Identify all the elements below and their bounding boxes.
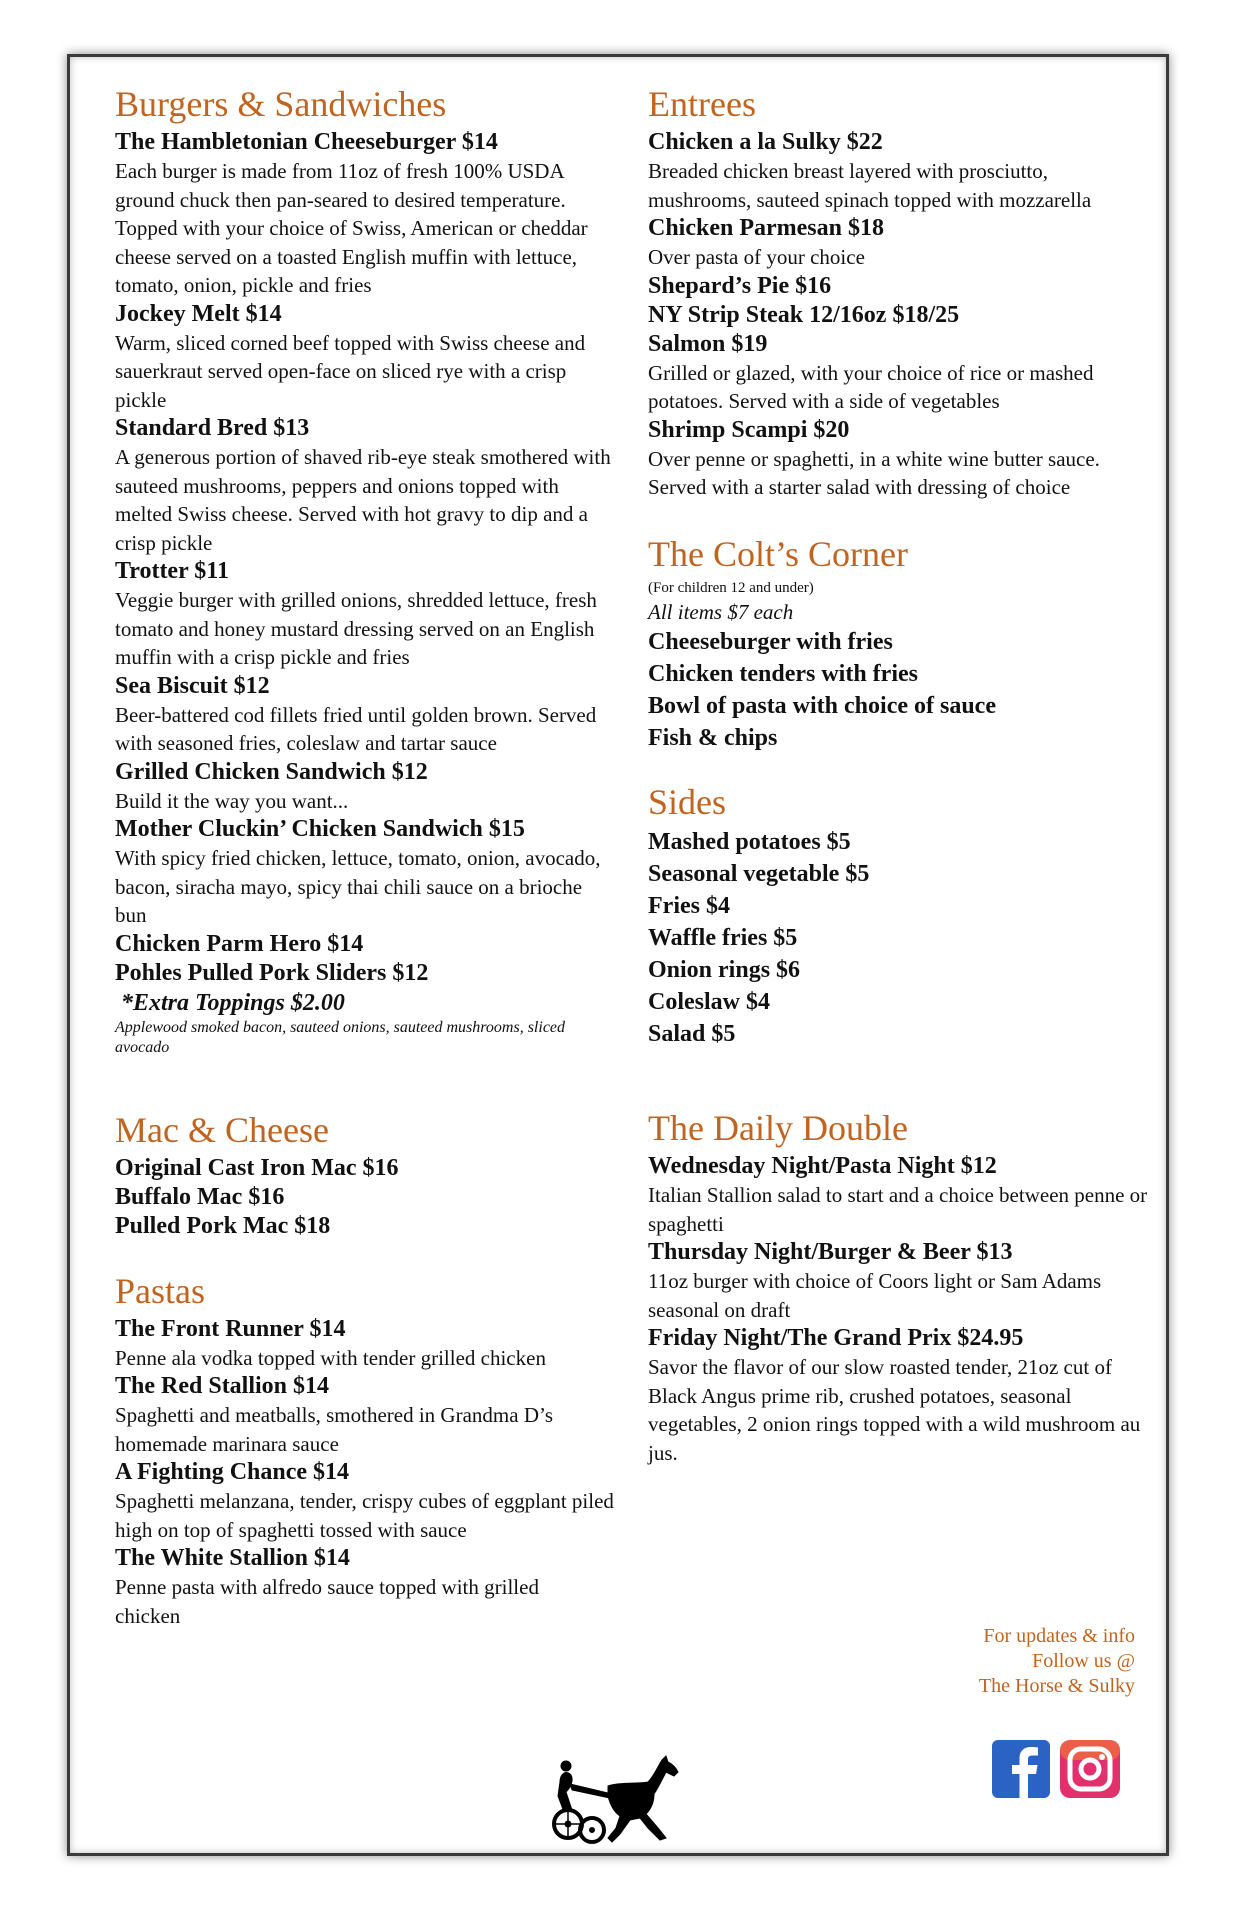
item-name: Fries $4 xyxy=(648,893,730,919)
extra-toppings-label: *Extra Toppings $2.00 xyxy=(121,989,345,1016)
item-description: A generous portion of shaved rib-eye steak smothered with sauteed mushrooms, peppers and onions topped with melted Swiss cheese. Served with hot gravy to dip and a crisp pickle xyxy=(115,445,611,555)
item-description: Over penne or spaghetti, in a white wine butter sauce. Served with a starter salad with dressing of choice xyxy=(648,446,1100,499)
left-column xyxy=(115,82,615,1630)
item-name: Shepard’s Pie $16 xyxy=(648,272,832,299)
menu-item xyxy=(648,1152,1148,1238)
colts-price-note: All items $7 each xyxy=(648,599,794,624)
menu-item xyxy=(115,1544,615,1630)
pastas-section xyxy=(115,1269,615,1631)
menu-item xyxy=(115,672,615,758)
menu-item xyxy=(648,1238,1148,1324)
item-description: Beer-battered cod fillets fried until golden brown. Served with seasoned fries, coleslaw and tartar sauce xyxy=(115,702,597,755)
horse-sulky-icon xyxy=(550,1752,682,1846)
social-icons xyxy=(990,1738,1126,1800)
menu-item xyxy=(115,1372,615,1458)
item-name: The Red Stallion $14 xyxy=(115,1373,330,1399)
mac-title: Mac & Cheese xyxy=(115,1109,329,1150)
item-name: NY Strip Steak 12/16oz $18/25 xyxy=(648,301,960,328)
burgers-title: Burgers & Sandwiches xyxy=(115,84,447,124)
item-name: Seasonal vegetable $5 xyxy=(648,861,870,887)
item-name: Thursday Night/Burger & Beer $13 xyxy=(648,1239,1013,1265)
item-description: Grilled or glazed, with your choice of rice or mashed potatoes. Served with a side of vegetables xyxy=(648,360,1094,413)
pastas-title: Pastas xyxy=(115,1270,205,1311)
menu-item xyxy=(648,416,1148,502)
item-description: Penne pasta with alfredo sauce topped with grilled chicken xyxy=(115,1575,539,1628)
item-name: Mashed potatoes $5 xyxy=(648,829,851,855)
item-name: Pohles Pulled Pork Sliders $12 xyxy=(115,959,429,986)
daily-double-section xyxy=(648,1106,1148,1467)
instagram-icon[interactable] xyxy=(1060,1740,1120,1798)
item-name: Shrimp Scampi $20 xyxy=(648,416,850,443)
item-name: Salad $5 xyxy=(648,1021,736,1047)
item-name: Original Cast Iron Mac $16 xyxy=(115,1154,399,1181)
item-description: Warm, sliced corned beef topped with Swiss cheese and sauerkraut served open-face on sliced rye with a crisp pickle xyxy=(115,330,586,412)
item-name: Pulled Pork Mac $18 xyxy=(115,1212,331,1239)
menu-item xyxy=(115,930,615,959)
menu-item xyxy=(115,758,615,816)
item-name: The Hambletonian Cheeseburger $14 xyxy=(115,129,498,155)
menu-item xyxy=(115,959,615,988)
item-name: Bowl of pasta with choice of sauce xyxy=(648,693,996,719)
facebook-icon[interactable] xyxy=(992,1740,1050,1798)
item-description: Veggie burger with grilled onions, shredded lettuce, fresh tomato and honey mustard dressing served on an English muffin with a crisp pickle and fries xyxy=(115,588,597,669)
menu-item xyxy=(115,1315,615,1373)
item-name: Friday Night/The Grand Prix $24.95 xyxy=(648,1325,1024,1351)
item-description: Breaded chicken breast layered with prosciutto, mushrooms, sauteed spinach topped with mozzarella xyxy=(648,159,1092,212)
menu-item xyxy=(115,557,615,672)
menu-item xyxy=(648,214,1148,272)
menu-item xyxy=(648,1324,1148,1467)
colts-note: (For children 12 and under) xyxy=(648,579,814,596)
entrees-section xyxy=(648,82,1148,502)
item-description: Each burger is made from 11oz of fresh 100% USDA ground chuck then pan-seared to desired temperature. Topped with your choice of Swiss, American or cheddar cheese served on a toasted English muffin with lettuce, tomato, onion, pickle and fries xyxy=(115,159,588,297)
mac-section xyxy=(115,1108,615,1241)
item-name: Fish & chips xyxy=(648,725,778,751)
menu-item xyxy=(115,414,615,557)
item-name: Chicken tenders with fries xyxy=(648,661,918,687)
item-name: A Fighting Chance $14 xyxy=(115,1459,350,1485)
colts-section xyxy=(648,532,1148,755)
follow-line-3: The Horse & Sulky xyxy=(978,1675,1135,1697)
sides-title: Sides xyxy=(648,782,727,822)
item-name: Buffalo Mac $16 xyxy=(115,1183,285,1210)
menu-item xyxy=(115,815,615,930)
item-name: Waffle fries $5 xyxy=(648,925,798,951)
follow-line-2: Follow us @ xyxy=(1032,1650,1135,1672)
item-name: Salmon $19 xyxy=(648,330,768,357)
burgers-section xyxy=(115,82,615,1058)
item-name: Mother Cluckin’ Chicken Sandwich $15 xyxy=(115,816,525,842)
daily-double-title: The Daily Double xyxy=(648,1108,908,1148)
follow-line-1: For updates & info xyxy=(983,1625,1135,1647)
menu-item xyxy=(648,128,1148,214)
extra-toppings-description: Applewood smoked bacon, sauteed onions, sauteed mushrooms, sliced avocado xyxy=(115,1018,566,1056)
item-name: Trotter $11 xyxy=(115,558,229,584)
follow-us-block xyxy=(979,1624,1135,1699)
item-name: Chicken Parm Hero $14 xyxy=(115,930,364,957)
item-description: Spaghetti melanzana, tender, crispy cubes of eggplant piled high on top of spaghetti tossed with sauce xyxy=(115,1489,614,1542)
right-column xyxy=(648,82,1148,1467)
item-description: Build it the way you want... xyxy=(115,788,349,813)
item-name: Coleslaw $4 xyxy=(648,989,770,1015)
menu-item xyxy=(648,301,1148,330)
item-description: With spicy fried chicken, lettuce, tomato, onion, avocado, bacon, siracha mayo, spicy thai chili sauce on a brioche bun xyxy=(115,846,601,927)
item-name: The Front Runner $14 xyxy=(115,1315,346,1342)
item-name: Onion rings $6 xyxy=(648,957,801,983)
item-description: 11oz burger with choice of Coors light or Sam Adams seasonal on draft xyxy=(648,1269,1102,1322)
item-name: Standard Bred $13 xyxy=(115,415,310,441)
item-name: Chicken Parmesan $18 xyxy=(648,215,884,241)
item-name: Jockey Melt $14 xyxy=(115,300,282,327)
item-name: Cheeseburger with fries xyxy=(648,629,893,655)
menu-item xyxy=(115,128,615,300)
item-name: Chicken a la Sulky $22 xyxy=(648,129,883,155)
sides-section xyxy=(648,780,1148,1050)
item-description: Spaghetti and meatballs, smothered in Grandma D’s homemade marinara sauce xyxy=(115,1403,553,1456)
menu-item xyxy=(648,272,1148,301)
item-description: Over pasta of your choice xyxy=(648,245,865,269)
item-name: Grilled Chicken Sandwich $12 xyxy=(115,758,428,785)
item-description: Savor the flavor of our slow roasted tender, 21oz cut of Black Angus prime rib, crushed potatoes, seasonal vegetables, 2 onion rings topped with a wild mushroom au jus. xyxy=(648,1355,1141,1465)
menu-item xyxy=(115,1458,615,1544)
menu-item xyxy=(115,300,615,415)
colts-title: The Colt’s Corner xyxy=(648,533,908,574)
item-name: The White Stallion $14 xyxy=(115,1545,350,1571)
item-description: Penne ala vodka topped with tender grilled chicken xyxy=(115,1345,546,1370)
item-description: Italian Stallion salad to start and a choice between penne or spaghetti xyxy=(648,1183,1148,1236)
menu-item xyxy=(648,330,1148,416)
entrees-title: Entrees xyxy=(648,84,756,124)
item-name: Wednesday Night/Pasta Night $12 xyxy=(648,1153,997,1179)
item-name: Sea Biscuit $12 xyxy=(115,672,270,699)
